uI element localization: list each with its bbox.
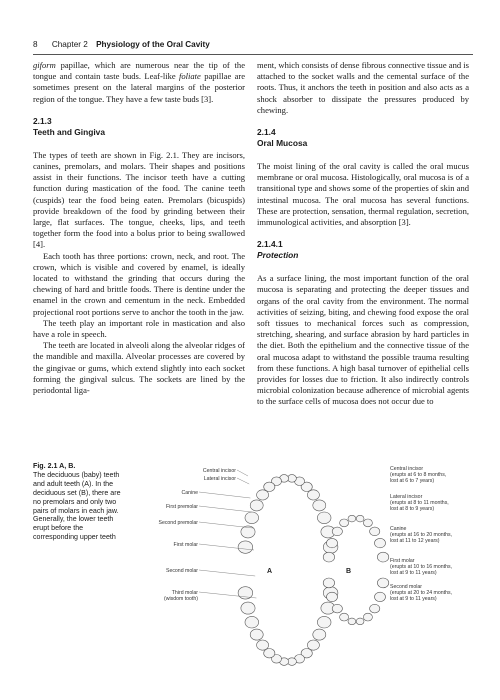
text-run: papillae are sometimes present on the lateral margins of the posterior region of the tongue. They have a few taste buds [3]. — [33, 71, 246, 104]
panel-label-a: A — [267, 568, 273, 575]
deciduous-dental-arch — [323, 515, 389, 624]
paragraph: The teeth play an important role in mastication and also have a role in speech. — [33, 317, 245, 340]
running-header — [33, 40, 473, 54]
paragraph: ment, which consists of dense fibrous connective tissue and is attached to the socket walls and the cemental surface of the roots. Thus, it anchors the teeth in position and also acts as a shock absorber to dissipate the pressures produced by chewing. — [257, 60, 469, 115]
leader-line — [237, 470, 248, 476]
section-title: Oral Mucosa — [257, 138, 308, 149]
tooth — [257, 490, 269, 500]
tooth-label: Third molar — [171, 590, 198, 596]
tooth-label: Second molar — [390, 584, 423, 590]
tooth-label: (wisdom tooth) — [163, 596, 198, 602]
tooth — [241, 602, 255, 614]
tooth — [245, 512, 259, 524]
panel-label-b: B — [346, 568, 352, 575]
teeth-illustration — [140, 460, 462, 682]
tooth — [250, 629, 263, 640]
tooth — [356, 618, 364, 625]
section-title: Teeth and Gingiva — [33, 126, 105, 137]
tooth-label: Central incisor — [202, 468, 236, 474]
emphasis: giform — [33, 60, 56, 70]
tooth — [375, 538, 386, 547]
tooth — [313, 500, 326, 511]
tooth-label: First molar — [173, 542, 198, 548]
tooth — [348, 515, 356, 522]
tooth-label: lost at 8 to 9 years) — [390, 506, 435, 512]
tooth-label: Lateral incisor — [203, 476, 236, 482]
paragraph: The moist lining of the oral cavity is called the oral mucus membrane or oral mucosa. Histologically, oral mucosa is of a transitional type and shows some of the properties of skin and intestinal mucosa. The oral mucosa has several functions. These are protection, sensation, thermal regulation, secretion, immunological activities, and absorption [3]. — [257, 161, 469, 228]
paragraph: The teeth are located in alveoli along the alveolar ridges of the mandible and maxilla. Alveolar processes are covered by the gingivae or gums, which extend slightly into each socket forming the gingival sulcus. The sockets are lined by the periodontal liga- — [33, 340, 245, 396]
right-column — [257, 60, 469, 408]
subsection-number: 2.1.4.1 — [257, 239, 283, 250]
header-rule — [33, 54, 473, 55]
chapter-title: Physiology of the Oral Cavity — [96, 40, 210, 49]
paragraph: Each tooth has three portions: crown, neck, and root. The crown, which is visible and covered by enamel, is ideally located to withstand the grinding that occurs during the chewing of hard and brittle foods. There is dentine under the enamel in the crown and cementum in the neck. Embedded projectional root portions serve to anchor the tooth in the jaw. — [33, 250, 245, 317]
tooth — [340, 613, 349, 621]
dental-arches-diagram — [140, 460, 462, 682]
section-number: 2.1.3 — [33, 115, 52, 126]
tooth-label: (erupts at 16 to 20 months, — [390, 532, 452, 538]
chapter-label: Chapter 2 — [51, 40, 88, 49]
tooth-label: First molar — [390, 558, 415, 564]
tooth — [323, 552, 334, 562]
tooth — [377, 578, 388, 588]
tooth — [250, 500, 263, 511]
subsection-title: Protection — [257, 250, 299, 261]
tooth — [363, 613, 372, 621]
caption-text: The deciduous (baby) teeth and adult teeth (A). In the deciduous set (B), there are no premolars and only two pairs of molars in each jaw. Generally, the lower teeth erupt before the corresponding upper teeth — [33, 470, 121, 542]
leader-line — [199, 492, 250, 498]
tooth-label: Canine — [181, 490, 198, 496]
tooth — [323, 578, 334, 588]
tooth — [327, 592, 338, 601]
tooth-label: Second premolar — [158, 520, 198, 526]
tooth-label: lost at 9 to 11 years) — [390, 596, 437, 602]
tooth-label: Central incisor — [390, 466, 424, 472]
paragraph: As a surface lining, the most important function of the oral mucosa is separating and protecting the deeper tissues and organs of the oral cavity from the environment. The normal activities of seizing, biting, and chewing food expose the oral soft tissues to mechanical forces such as compression, stretching, shearing, and surface abrasion by hard particles in the diet. Both the epithelium and the connective tissue of the oral mucosa adapt to withstand the possible trauma resulting from these functions. A high basal turnover of epithelial cells provides for losses due to friction. It also indirectly controls microbial colonization because adherence of microbial agents to the surface cells of mucosa does not occur due to — [257, 273, 469, 407]
left-column — [33, 60, 245, 396]
tooth — [238, 541, 253, 553]
text-run: papillae, which are numerous near the tip of the tongue and contain taste buds. Leaf-like — [33, 60, 245, 82]
tooth — [332, 604, 342, 613]
tooth — [375, 592, 386, 601]
tooth-label: Canine — [390, 526, 407, 532]
section-number: 2.1.4 — [257, 127, 276, 138]
tooth — [377, 552, 388, 562]
leader-line — [237, 478, 249, 484]
page-number: 8 — [33, 40, 38, 49]
tooth — [241, 526, 255, 538]
tooth — [340, 519, 349, 527]
tooth — [370, 604, 380, 613]
tooth — [363, 519, 372, 527]
leader-line — [199, 506, 252, 512]
tooth-label: Second molar — [165, 568, 198, 574]
tooth — [370, 527, 380, 536]
tooth-label: lost at 11 to 12 years) — [390, 538, 440, 544]
figure-caption — [33, 462, 125, 542]
tooth — [317, 512, 331, 524]
tooth-label: (erupts at 8 to 11 months, — [390, 500, 449, 506]
tooth-label: lost at 9 to 11 years) — [390, 570, 437, 576]
tooth — [348, 618, 356, 625]
tooth — [245, 616, 259, 628]
paragraph — [33, 60, 245, 105]
tooth-label: (erupts at 6 to 8 months, — [390, 472, 447, 478]
tooth-label: (erupts at 20 to 24 months, — [390, 590, 452, 596]
tooth — [327, 538, 338, 547]
tooth — [317, 616, 331, 628]
tooth — [257, 640, 269, 650]
tooth-label: (erupts at 10 to 16 months, — [390, 564, 452, 570]
leader-line — [199, 570, 255, 576]
tooth — [313, 629, 326, 640]
adult-dental-arch — [238, 475, 338, 666]
paragraph: The types of teeth are shown in Fig. 2.1. They are incisors, canines, premolars, and molars. Their shapes and positions assist in their functions. The incisor teeth have a cutting function during mastication of the food. The canine teeth (cuspids) tear the food being eaten. Premolars (bicuspids) provide breakdown of the food by grinding between their large, flat surfaces. The tongue, cheeks, lips, and teeth together form the food into a bolus prior to being swallowed [4]. — [33, 149, 245, 250]
tooth-label: Lateral incisor — [390, 494, 423, 500]
leader-line — [199, 522, 253, 528]
figure-label: Fig. 2.1 A, B. — [33, 462, 76, 470]
emphasis: foliate — [179, 71, 201, 82]
tooth-label: First premolar — [166, 504, 198, 510]
deciduous-tooth-labels — [390, 466, 452, 602]
tooth-label: lost at 6 to 7 years) — [390, 478, 435, 484]
tooth — [356, 515, 364, 522]
tooth — [332, 527, 342, 536]
